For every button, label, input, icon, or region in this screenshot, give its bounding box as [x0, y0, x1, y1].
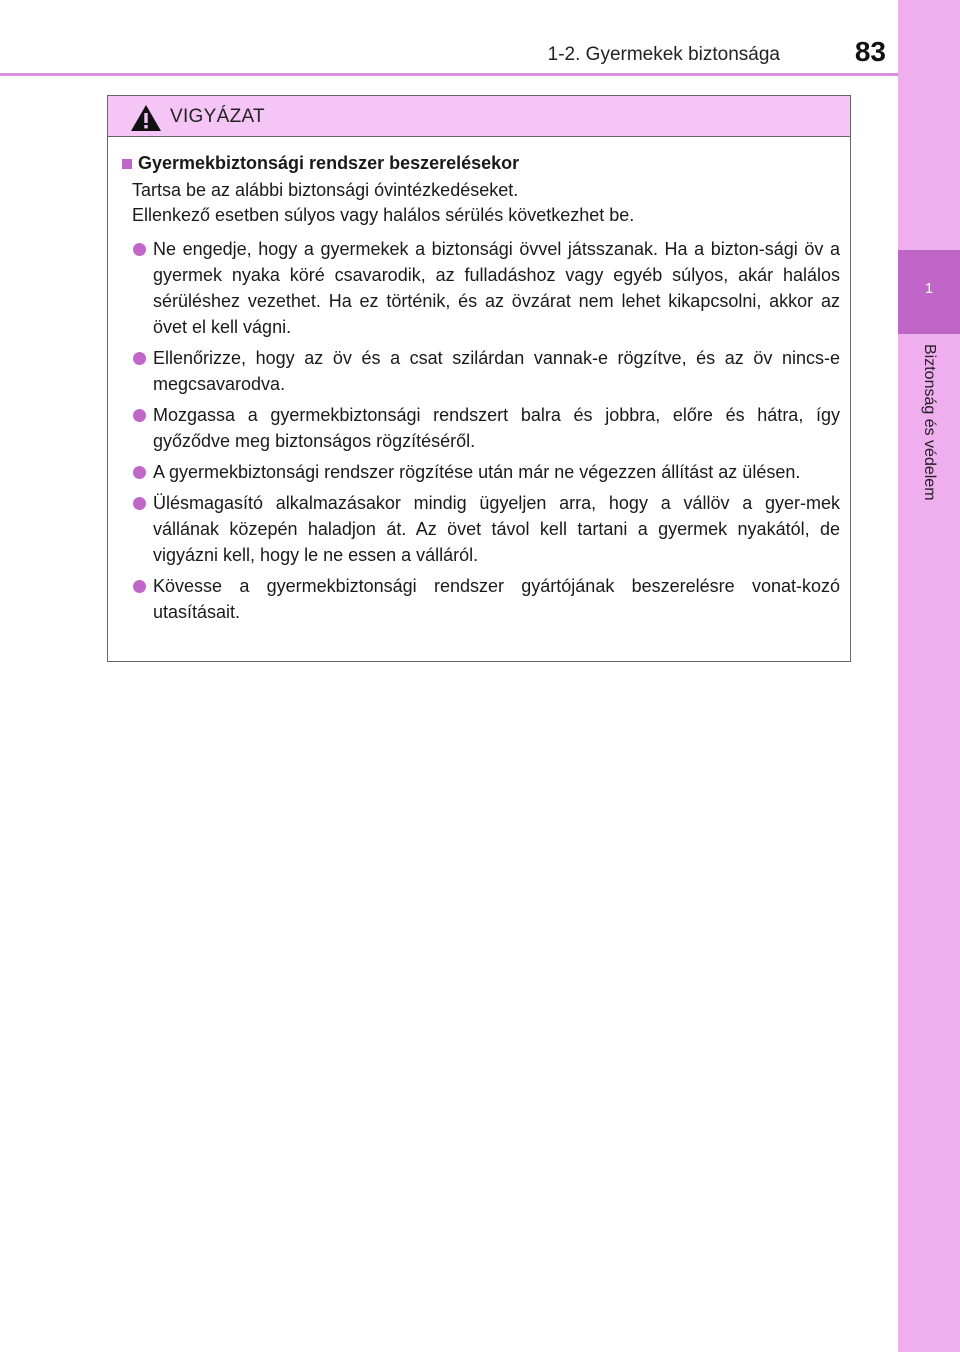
chapter-side-strip: [898, 0, 960, 1352]
section-heading-text: Gyermekbiztonsági rendszer beszerelésekor: [138, 153, 520, 173]
list-item-text: Ellenőrizze, hogy az öv és a csat szilárdan vannak-e rögzítve, és az öv nincs-e megcsavarodva.: [153, 348, 840, 394]
header-divider: [0, 73, 898, 76]
bullet-dot-icon: [133, 409, 146, 422]
warning-body: [108, 137, 850, 625]
chapter-number: 1: [924, 280, 934, 297]
section-title: 1-2. Gyermekek biztonsága: [547, 44, 780, 65]
list-item-text: Kövesse a gyermekbiztonsági rendszer gyártójának beszerelésre vonat-kozó utasításait.: [153, 576, 840, 622]
bullet-dot-icon: [133, 352, 146, 365]
list-item-text: Mozgassa a gyermekbiztonsági rendszert balra és jobbra, előre és hátra, így győződve meg biztonságos rögzítéséről.: [153, 405, 840, 451]
bullet-dot-icon: [133, 580, 146, 593]
list-item-text: A gyermekbiztonsági rendszer rögzítése után már ne végezzen állítást az ülésen.: [153, 462, 801, 482]
intro-line: Tartsa be az alábbi biztonsági óvintézkedéseket.: [132, 180, 519, 200]
chapter-label: [898, 344, 960, 559]
warning-box: [107, 95, 851, 662]
list-item: [122, 236, 840, 340]
warning-bullet-list: [122, 236, 840, 625]
intro-line: Ellenkező esetben súlyos vagy halálos sérülés következhet be.: [132, 205, 635, 225]
square-bullet-icon: [122, 159, 132, 169]
list-item: [122, 459, 840, 485]
warning-title: VIGYÁZAT: [170, 106, 265, 127]
page-number: 83: [854, 36, 886, 67]
warning-header: [108, 96, 850, 137]
bullet-dot-icon: [133, 466, 146, 479]
list-item: [122, 490, 840, 568]
section-heading: [122, 153, 840, 174]
list-item: [122, 345, 840, 397]
list-item-text: Ne engedje, hogy a gyermekek a biztonsági övvel játsszanak. Ha a bizton-sági öv a gyermek nyaka köré csavarodik, az fulladáshoz vagy egyéb súlyos, akár halálos sérüléshez vezethet. Ha ez történik, és az övzárat nem lehet kikapcsolni, akkor az övet el kell vágni.: [153, 239, 840, 337]
warning-triangle-icon: [130, 104, 162, 132]
list-item: [122, 573, 840, 625]
bullet-dot-icon: [133, 497, 146, 510]
intro-text: [122, 178, 840, 228]
list-item: [122, 402, 840, 454]
list-item-text: Ülésmagasító alkalmazásakor mindig ügyeljen arra, hogy a vállöv a gyer-mek vállának közepén haladjon át. Az övet távol kell tartani a gyermek nyakától, de vigyázni kell, hogy le ne essen a válláról.: [153, 493, 840, 565]
bullet-dot-icon: [133, 243, 146, 256]
chapter-label-text: Biztonság és védelem: [921, 344, 938, 501]
